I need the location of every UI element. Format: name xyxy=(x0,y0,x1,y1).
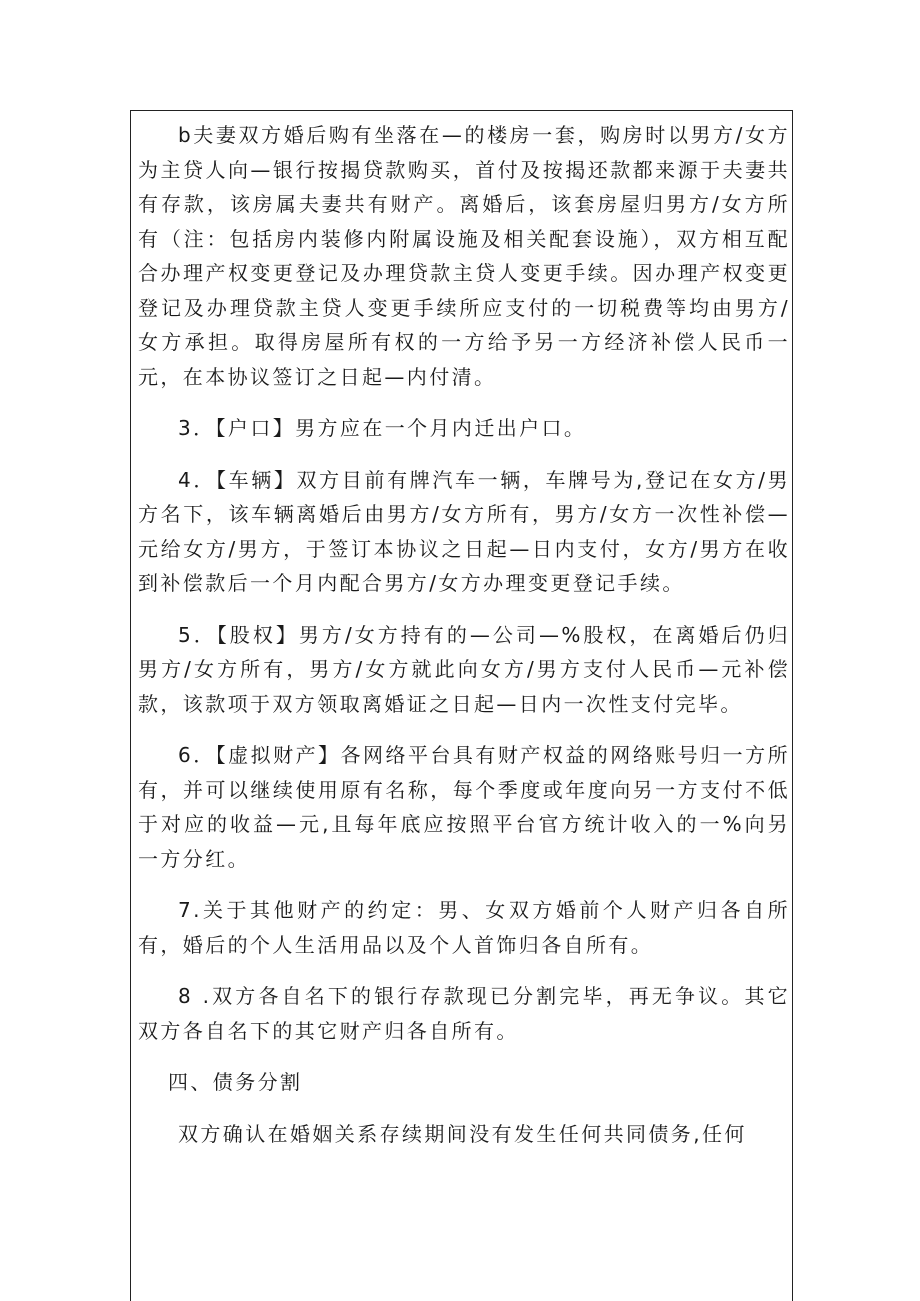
section-heading-debt: 四、债务分割 xyxy=(168,1070,303,1094)
paragraph-hukou: 3．【户口】男方应在一个月内迁出户口。 xyxy=(178,416,587,440)
paragraph-house: b夫妻双方婚后购有坐落在—的楼房一套，购房时以男方/女方为主贷人向—银行按揭贷款购买，首付及按揭还款都来源于夫妻共有存款，该房属夫妻共有财产。离婚后，该套房屋归男方/女方所有（注：包括房内装修内附属设施及相关配套设施），双方相互配合办理产权变更登记及办理贷款主贷人变更手续。因办理产权变更登记及办理贷款主贷人变更手续所应支付的一切税费等均由男方/女方承担。取得房屋所有权的一方给予另一方经济补偿人民币一元，在本协议签订之日起—内付清。 xyxy=(138,123,790,389)
paragraph-equity: 5．【股权】男方/女方持有的—公司—%股权，在离婚后仍归男方/女方所有，男方/女方就此向女方/男方支付人民币—元补偿款，该款项于双方领取离婚证之日起—日内一次性支付完毕。 xyxy=(138,622,790,716)
paragraph-debt: 双方确认在婚姻关系存续期间没有发生任何共同债务,任何 xyxy=(178,1121,747,1146)
paragraph-other-property: 7.关于其他财产的约定：男、女双方婚前个人财产归各自所有，婚后的个人生活用品以及个人首饰归各自所有。 xyxy=(138,898,790,957)
paragraph-bank-deposits: 8 .双方各自名下的银行存款现已分割完毕，再无争议。其它双方各自名下的其它财产归各自所有。 xyxy=(138,984,790,1043)
paragraph-virtual-property: 6．【虚拟财产】各网络平台具有财产权益的网络账号归一方所有，并可以继续使用原有名称，每个季度或年度向另一方支付不低于对应的收益—元,且每年底应按照平台官方统计收入的一%向另一方分红。 xyxy=(138,743,790,871)
paragraph-vehicle: 4．【车辆】双方目前有牌汽车一辆，车牌号为,登记在女方/男方名下，该车辆离婚后由男方/女方所有，男方/女方一次性补偿—元给女方/男方，于签订本协议之日起—日内支付，女方/男方在收到补偿款后一个月内配合男方/女方办理变更登记手续。 xyxy=(138,467,790,595)
document-body xyxy=(138,118,790,1151)
